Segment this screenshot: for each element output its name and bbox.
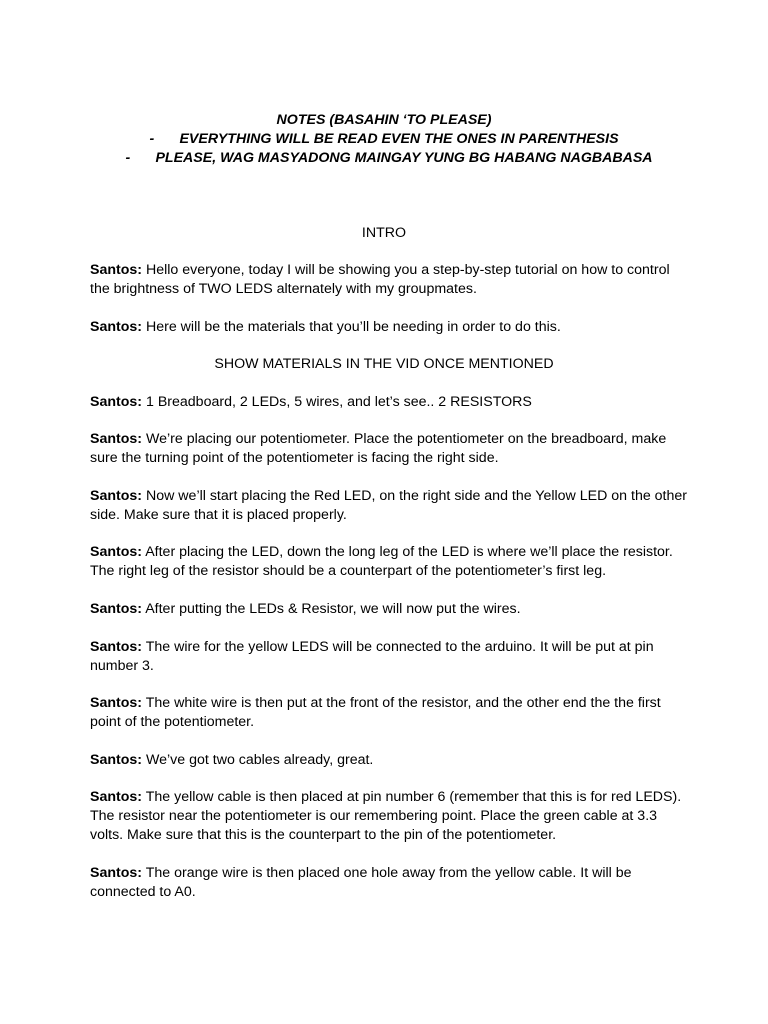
script-paragraph — [90, 864, 690, 902]
paragraph-text: After placing the LED, down the long leg of the LED is where we’ll place the resistor. The right leg of the resistor should be a counterpart of the potentiometer’s first leg. — [90, 544, 673, 579]
script-paragraph — [90, 788, 690, 845]
script-paragraph — [90, 600, 690, 619]
speaker-label: Santos: — [90, 544, 143, 560]
intro-heading: INTRO — [361, 225, 407, 241]
speaker-label: Santos: — [90, 488, 143, 504]
bullet-dash: - — [125, 150, 131, 166]
paragraph-text: We’re placing our potentiometer. Place the potentiometer on the breadboard, make sure the turning point of the potentiometer is facing the right side. — [90, 431, 667, 466]
script-paragraph — [90, 318, 690, 337]
speaker-label: Santos: — [90, 601, 143, 617]
notes-bullet-text: PLEASE, WAG MASYADONG MAINGAY YUNG BG HABANG NAGBABASA — [155, 150, 653, 166]
script-paragraph — [90, 751, 690, 770]
speaker-label: Santos: — [90, 695, 143, 711]
paragraph-text: The orange wire is then placed one hole away from the yellow cable. It will be connected to A0. — [90, 865, 632, 900]
paragraph-text: After putting the LEDs & Resistor, we will now put the wires. — [145, 601, 521, 617]
script-paragraph — [90, 694, 690, 732]
speaker-label: Santos: — [90, 262, 143, 278]
paragraph-text: The wire for the yellow LEDS will be connected to the arduino. It will be put at pin number 3. — [90, 639, 654, 674]
paragraph-text: The yellow cable is then placed at pin number 6 (remember that this is for red LEDS). The resistor near the potentiometer is our remembering point. Place the green cable at 3.3 volts. Make sure that this is the counterpart to the pin of the potentiometer. — [90, 789, 682, 843]
paragraph-text: Hello everyone, today I will be showing you a step-by-step tutorial on how to control the brightness of TWO LEDS alternately with my groupmates. — [90, 262, 670, 297]
script-paragraph — [90, 543, 690, 581]
script-paragraph — [90, 393, 690, 412]
notes-bullet-1 — [0, 130, 768, 149]
speaker-label: Santos: — [90, 319, 143, 335]
script-paragraph — [90, 638, 690, 676]
script-paragraph — [90, 430, 690, 468]
paragraph-text: Here will be the materials that you’ll be needing in order to do this. — [145, 319, 561, 335]
notes-block — [0, 111, 768, 168]
script-paragraph — [90, 261, 690, 299]
speaker-label: Santos: — [90, 639, 143, 655]
notes-title: NOTES (BASAHIN ‘TO PLEASE) — [276, 112, 492, 128]
show-materials-note: SHOW MATERIALS IN THE VID ONCE MENTIONED — [214, 356, 554, 372]
paragraph-text: Now we’ll start placing the Red LED, on the right side and the Yellow LED on the other side. Make sure that it is placed properly. — [90, 488, 688, 523]
speaker-label: Santos: — [90, 789, 143, 805]
paragraph-text: The white wire is then put at the front of the resistor, and the other end the the first point of the potentiometer. — [90, 695, 661, 730]
speaker-label: Santos: — [90, 752, 143, 768]
notes-bullet-2 — [10, 149, 768, 168]
speaker-label: Santos: — [90, 394, 143, 410]
paragraph-text: We’ve got two cables already, great. — [145, 752, 374, 768]
bullet-dash: - — [149, 131, 155, 147]
script-paragraph — [90, 487, 690, 525]
speaker-label: Santos: — [90, 431, 143, 447]
notes-bullet-text: EVERYTHING WILL BE READ EVEN THE ONES IN PARENTHESIS — [179, 131, 619, 147]
paragraph-text: 1 Breadboard, 2 LEDs, 5 wires, and let’s see.. 2 RESISTORS — [145, 394, 532, 410]
speaker-label: Santos: — [90, 865, 143, 881]
